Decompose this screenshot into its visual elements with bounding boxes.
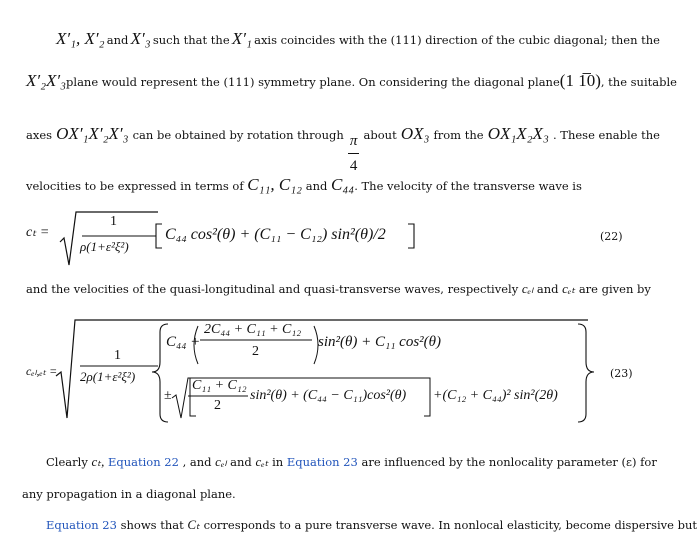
eq22-number: (22) [600, 230, 623, 243]
word: Clearly [46, 455, 88, 469]
word: and [230, 455, 252, 469]
math-x2x3: X′₂X′₃ [26, 71, 67, 90]
math-cql: cₑₗ [521, 281, 534, 296]
math-cqt: cₑₜ [255, 454, 269, 469]
eq23-top-a: C₄₄ + [166, 334, 201, 350]
math-axes: OX′₁X′₂X′₃ [56, 124, 129, 143]
eq22-lhs: cₜ = [26, 225, 50, 240]
word: about [363, 128, 397, 142]
word: in [272, 455, 284, 469]
eq23-denominator: 2ρ(1+ε²ξ²) [80, 369, 136, 384]
math-c11-c12: C₁₁, C₁₂ [247, 175, 303, 194]
eq23-plus-minus: ± [164, 388, 172, 403]
word: and [106, 33, 129, 47]
math-x3: X′₃ [130, 29, 151, 48]
math-x1-axis: X′₁ [231, 29, 252, 48]
text-run: velocities to be expressed in terms of [26, 179, 244, 193]
eq22-one: 1 [110, 214, 117, 229]
equation-23-link[interactable]: Equation 23 [286, 455, 358, 469]
word: from the [433, 128, 484, 142]
word: and [536, 282, 559, 296]
math-c44: C₄₄ [331, 175, 355, 194]
eq23-top-b: sin²(θ) + C₁₁ cos²(θ) [318, 334, 442, 350]
math-cqt: cₑₜ [562, 281, 576, 296]
math-ct: cₜ, [91, 454, 105, 469]
text-run: can be obtained by rotation through [132, 128, 344, 142]
eq23-one: 1 [114, 348, 121, 363]
eq22-denominator: ρ(1+ε²ξ²) [80, 239, 129, 254]
math-ox1x2x3: OX₁X₂X₃ [487, 124, 549, 143]
text-run: . The velocity of the transverse wave is [354, 179, 582, 193]
text-run: are given by [578, 282, 651, 296]
eq23-top-numerator: 2C₄₄ + C₁₁ + C₁₂ [204, 322, 302, 337]
word: , and [182, 455, 212, 469]
word: and [305, 179, 328, 193]
text-run: plane would represent the (111) symmetry plane. On considering the diagonal plane [66, 75, 560, 89]
equation-23-link[interactable]: Equation 23 [46, 518, 117, 532]
math-x1-x2: X′₁, X′₂ [56, 29, 105, 48]
eq22-body: C₄₄ cos²(θ) + (C₁₁ − C₁₂) sin²(θ)/2 [165, 226, 386, 243]
word: shows that [120, 518, 184, 532]
eq23-top-denominator: 2 [252, 344, 259, 359]
math-cql: cₑₗ [215, 454, 227, 469]
eq23-bottom-a: sin²(θ) + (C₄₄ − C₁₁)cos²(θ) [250, 388, 407, 403]
text-run: , the suitable [600, 75, 677, 89]
math-ct: Cₜ [187, 517, 200, 532]
eq23-number: (23) [610, 367, 633, 380]
math-plane-index: (1 1̅0) [559, 71, 601, 90]
text-line-6 [46, 453, 660, 471]
text-run: any propagation in a diagonal plane. [22, 487, 236, 501]
fraction-numerator: π [349, 133, 358, 149]
text-run: . These enable the [552, 128, 660, 142]
text-run: and the velocities of the quasi-longitudinal and quasi-transverse waves, respectively [26, 282, 519, 296]
word: such that the [152, 33, 230, 47]
text-line-5 [26, 280, 660, 298]
math-ox3: OX₃ [400, 124, 430, 143]
text-run: corresponds to a pure transverse wave. In nonlocal elasticity, become dispersive but [203, 518, 698, 532]
eq23-bottom-b: +(C₁₂ + C₄₄)² sin²(2θ) [433, 388, 558, 403]
text-run: are influenced by the nonlocality parameter (ε) for [361, 455, 657, 469]
text-line-7 [22, 485, 660, 503]
text-run: axis coincides with the (111) direction of the cubic diagonal; then the [254, 33, 660, 47]
eq23-bottom-denominator: 2 [214, 398, 221, 413]
eq23-bottom-numerator: C₁₁ + C₁₂ [192, 378, 247, 393]
text-line-8 [46, 516, 698, 534]
equation-22-link[interactable]: Equation 22 [107, 455, 179, 469]
fraction-denominator: 4 [348, 153, 360, 178]
word: axes [26, 128, 53, 142]
eq23-lhs: cₑₗ,ₑₜ = [26, 364, 58, 378]
